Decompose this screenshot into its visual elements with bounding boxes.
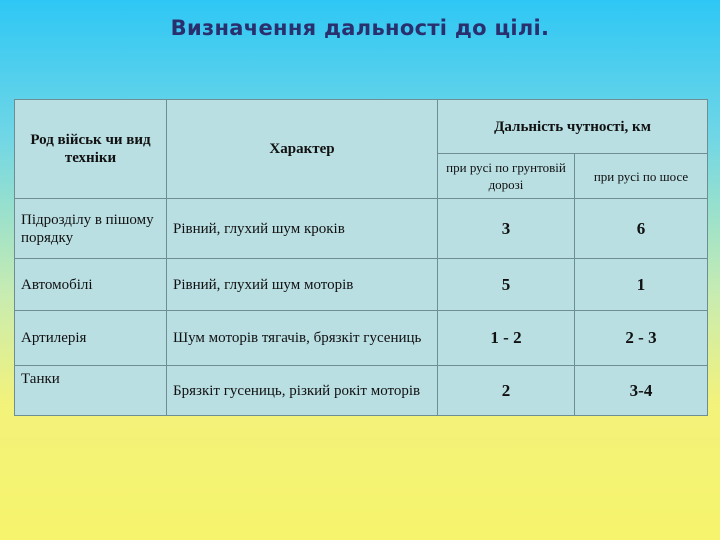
cell-dirt-road: 3 xyxy=(438,199,575,259)
header-dirt-road: при русі по грунтовій дорозі xyxy=(438,154,575,199)
table-row xyxy=(15,259,708,311)
table-row xyxy=(15,199,708,259)
slide-title: Визначення дальності до цілі. xyxy=(170,16,550,40)
hearing-range-table xyxy=(14,99,708,416)
cell-dirt-road: 1 - 2 xyxy=(438,311,575,366)
cell-character: Рівний, глухий шум моторів xyxy=(167,259,438,311)
cell-dirt-road: 5 xyxy=(438,259,575,311)
table-row xyxy=(15,366,708,416)
header-range: Дальність чутності, км xyxy=(438,100,708,154)
cell-highway: 1 xyxy=(575,259,708,311)
cell-character: Шум моторів тягачів, брязкіт гусениць xyxy=(167,311,438,366)
cell-type: Автомобілі xyxy=(15,259,167,311)
cell-type: Артилерія xyxy=(15,311,167,366)
cell-highway: 2 - 3 xyxy=(575,311,708,366)
cell-dirt-road: 2 xyxy=(438,366,575,416)
header-type: Род військ чи вид техніки xyxy=(15,100,167,199)
table-row xyxy=(15,311,708,366)
cell-highway: 6 xyxy=(575,199,708,259)
cell-highway: 3-4 xyxy=(575,366,708,416)
header-character: Характер xyxy=(167,100,438,199)
header-highway: при русі по шосе xyxy=(575,154,708,199)
header-row xyxy=(15,100,708,154)
cell-character: Брязкіт гусениць, різкий рокіт моторів xyxy=(167,366,438,416)
cell-character: Рівний, глухий шум кроків xyxy=(167,199,438,259)
cell-type: Танки xyxy=(15,366,167,416)
cell-type: Підрозділу в пішому порядку xyxy=(15,199,167,259)
